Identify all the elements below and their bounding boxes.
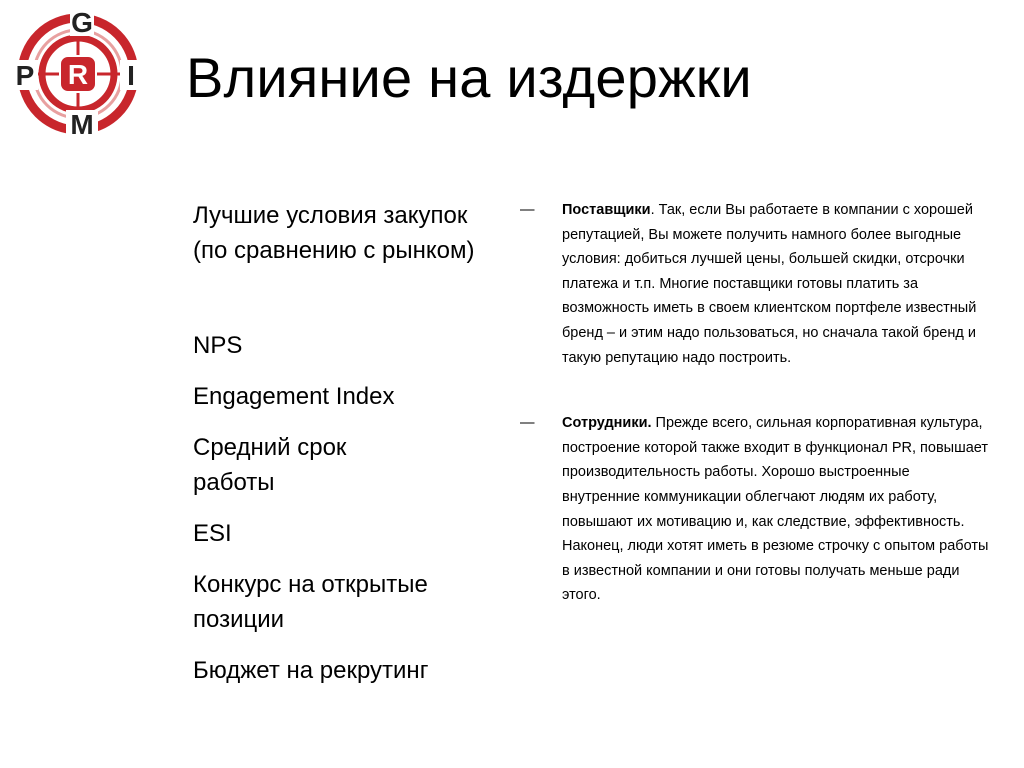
paragraph-body: . Так, если Вы работаете в компании с хорошей репутацией, Вы можете получить намного более выгодные условия: добиться лучшей цены, большей скидки, отсрочки платежа и т.п. Многие поставщики готовы платить за возможность иметь в своем клиентском портфеле известный бренд – и этим надо пользоваться, но сначала такой бренд и такую репутацию надо построить. <box>562 202 977 366</box>
metric-item: Лучшие условия закупок (по сравнению с рынком) <box>193 202 475 264</box>
paragraph-body: Прежде всего, сильная корпоративная культура, построение которой также входит в функционал PR, повышает производительность работы. Хорошо выстроенные внутренние коммуникации облегчают людям их работу, повышают их мотивацию и, как следствие, эффективность. Наконец, люди хотят иметь в резюме строчку с опытом работы в известной компании и они готовы получать меньше ради этого. <box>562 415 989 604</box>
slide-title: Влияние на издержки <box>186 46 752 109</box>
metric-item: NPS <box>193 332 243 359</box>
metrics-list <box>193 198 493 688</box>
explanation-paragraph <box>520 411 990 608</box>
metric-item: Конкурс на открытые позиции <box>193 571 428 633</box>
logo-mark <box>8 8 144 138</box>
explanations <box>520 198 990 608</box>
grmi-logo <box>8 8 144 138</box>
dash-bullet: — <box>520 415 535 432</box>
logo-letter-i: I <box>127 60 135 91</box>
logo-letter-m: M <box>70 109 94 138</box>
paragraph-term: Сотрудники. <box>562 415 652 432</box>
dash-bullet: — <box>520 202 535 218</box>
logo-letter-g: G <box>71 8 93 38</box>
logo-letter-p: P <box>15 60 35 91</box>
metric-item: Engagement Index <box>193 383 395 410</box>
logo-letter-r: R <box>67 59 89 90</box>
metric-item: Бюджет на рекрутинг <box>193 657 429 684</box>
paragraph-term: Поставщики <box>562 202 651 218</box>
metric-item: ESI <box>193 520 232 547</box>
explanation-paragraph <box>520 198 990 370</box>
metric-item: Средний срок работы <box>193 434 347 496</box>
